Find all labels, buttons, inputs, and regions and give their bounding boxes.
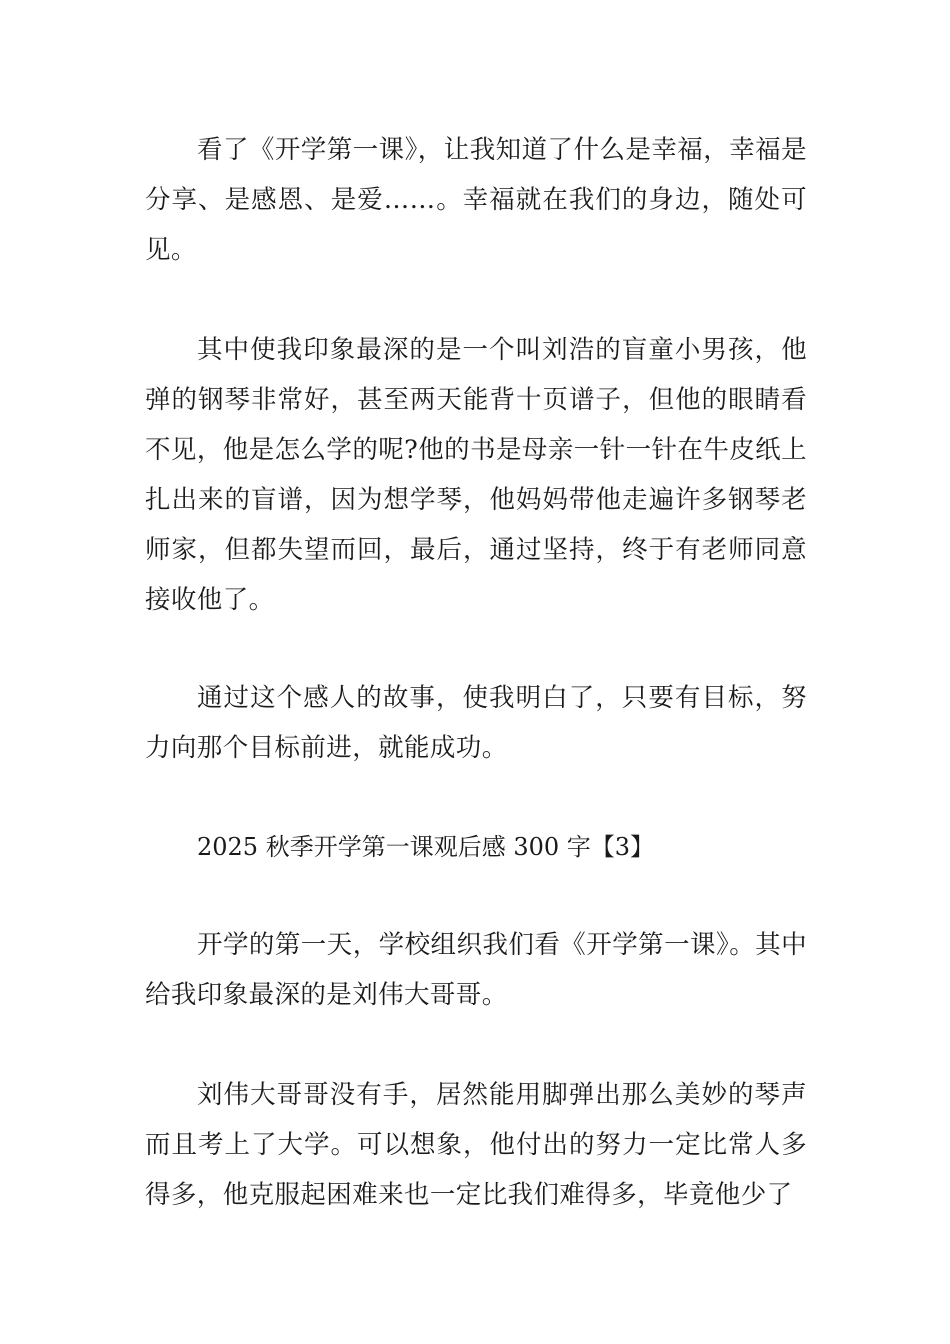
paragraph-lesson: 通过这个感人的故事，使我明白了，只要有目标，努力向那个目标前进，就能成功。 <box>145 683 807 763</box>
paragraph-first-day: 开学的第一天，学校组织我们看《开学第一课》。其中给我印象最深的是刘伟大哥哥。 <box>145 930 807 1010</box>
section-heading: 2025 秋季开学第一课观后感 300 字【3】 <box>197 833 655 861</box>
paragraph-liu-hao-story: 其中使我印象最深的是一个叫刘浩的盲童小男孩，他弹的钢琴非常好，甚至两天能背十页谱子，但他的眼睛看不见，他是怎么学的呢?他的书是母亲一针一针在牛皮纸上扎出来的盲谱，因为想学琴，他妈妈带他走遍许多钢琴老师家，但都失望而回，最后，通过坚持，终于有老师同意接收他了。 <box>145 335 807 615</box>
paragraph-happiness: 看了《开学第一课》，让我知道了什么是幸福，幸福是分享、是感恩、是爱……。幸福就在我们的身边，随处可见。 <box>145 135 807 265</box>
paragraph-liu-wei-story: 刘伟大哥哥没有手，居然能用脚弹出那么美妙的琴声而且考上了大学。可以想象，他付出的努力一定比常人多得多，他克服起困难来也一定比我们难得多，毕竟他少了 <box>145 1080 807 1210</box>
